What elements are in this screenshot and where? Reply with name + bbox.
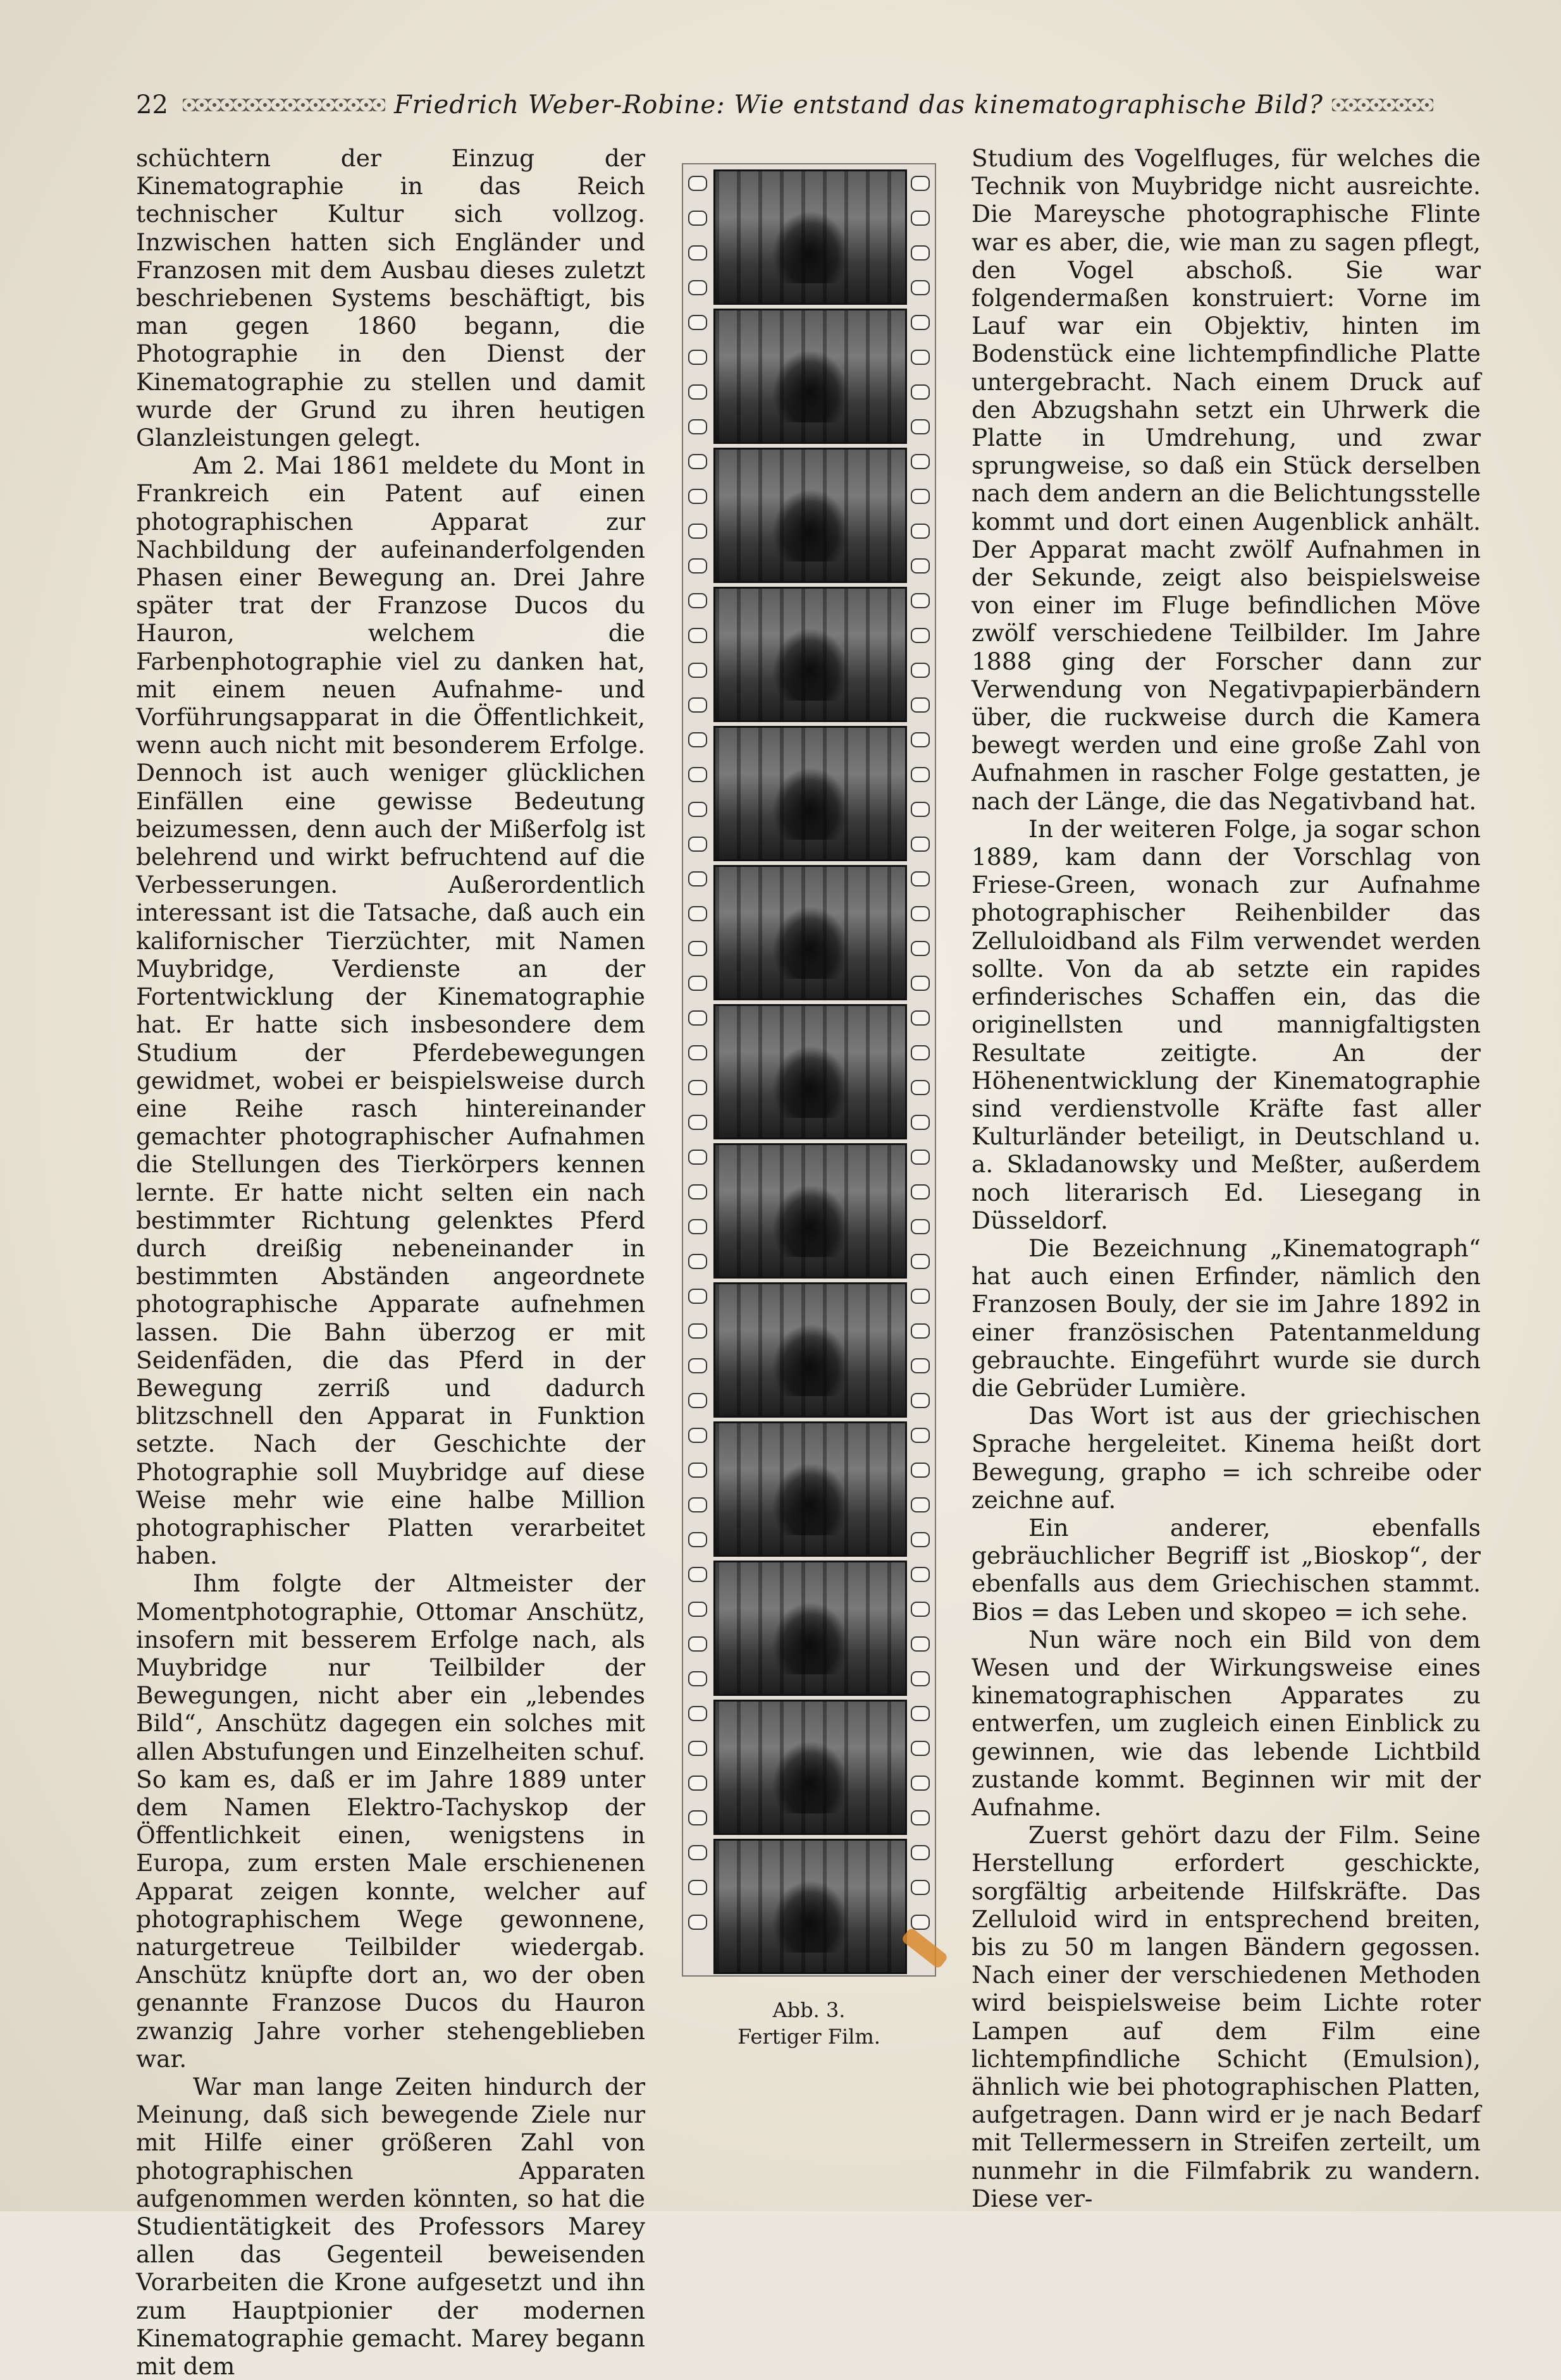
perforation-right	[911, 1428, 930, 1443]
perforation-left	[688, 524, 707, 539]
perforation-left	[688, 1915, 707, 1930]
perforation-right	[911, 663, 930, 678]
perforation-left	[688, 802, 707, 817]
perforation-right	[911, 1010, 930, 1026]
perforation-right	[911, 1150, 930, 1165]
perforation-right	[911, 1463, 930, 1478]
film-frame	[713, 865, 907, 1000]
perforation-left	[688, 1845, 707, 1860]
film-frame	[713, 309, 907, 444]
perforation-right	[911, 1532, 930, 1547]
perforation-right	[911, 767, 930, 782]
perforation-left	[688, 1358, 707, 1373]
perforation-right	[911, 1358, 930, 1373]
paragraph: Ein anderer, ebenfalls gebräuchlicher Begriff ist „Bioskop“, der ebenfalls aus dem Griechischen stammt. Bios = das Leben und skopeo = ich sehe.	[972, 1513, 1481, 1626]
perforation-left	[688, 1602, 707, 1617]
perforation-left	[688, 1323, 707, 1339]
perforation-left	[688, 1567, 707, 1582]
perforation-left	[688, 280, 707, 295]
film-strip-figure	[682, 163, 936, 1977]
header-title: Friedrich Weber-Robine: Wie entstand das kinematographische Bild?	[394, 90, 1323, 120]
perforation-left	[688, 1115, 707, 1130]
perforation-right	[911, 1810, 930, 1825]
perforation-left	[688, 1219, 707, 1234]
perforation-left	[688, 837, 707, 852]
perforation-right	[911, 1741, 930, 1756]
perforation-left	[688, 906, 707, 921]
film-frame	[713, 1561, 907, 1696]
perforation-left	[688, 245, 707, 261]
perforation-left	[688, 697, 707, 713]
perforation-right	[911, 1497, 930, 1512]
perforation-right	[911, 732, 930, 747]
perforation-left	[688, 1010, 707, 1026]
perforation-right	[911, 1254, 930, 1269]
perforation-left	[688, 384, 707, 400]
ornament-left-icon	[183, 99, 385, 111]
right-column	[972, 144, 1481, 2212]
paragraph: Studium des Vogelfluges, für welches die Technik von Muybridge nicht ausreichte. Die Mareysche photographische Flinte war es aber, die, wie man zu sagen pflegt, den Vogel abschoß. Sie war folgendermaßen konstruiert: Vorne im Lauf war ein Objektiv, hinten im Bodenstück eine lichtempfindliche Platte untergebracht. Nach einem Druck auf den Abzugshahn setzt ein Uhrwerk die Platte in Umdrehung, und zwar sprungweise, so daß ein Stück derselben nach dem andern an die Belichtungsstelle kommt und dort einen Augenblick anhält. Der Apparat macht zwölf Aufnahmen in der Sekunde, zeigt also beispielsweise von einer im Fluge befindlichen Möve zwölf verschiedene Teilbilder. Im Jahre 1888 ging der Forscher dann zur Verwendung von Negativpapierbändern über, die ruckweise durch die Kamera bewegt werden und eine große Zahl von Aufnahmen in rascher Folge gestatten, je nach der Länge, die das Negativband hat.	[972, 144, 1481, 815]
perforation-right	[911, 350, 930, 365]
perforation-left	[688, 732, 707, 747]
film-frame	[713, 1282, 907, 1418]
perforation-right	[911, 280, 930, 295]
perforation-left	[688, 1045, 707, 1060]
perforation-right	[911, 1567, 930, 1582]
perforation-right	[911, 1636, 930, 1652]
perforation-left	[688, 767, 707, 782]
perforation-left	[688, 941, 707, 956]
film-frame	[713, 448, 907, 583]
perforation-right	[911, 384, 930, 400]
perforation-left	[688, 176, 707, 191]
perforation-right	[911, 1706, 930, 1721]
perforation-right	[911, 1323, 930, 1339]
perforation-right	[911, 245, 930, 261]
perforation-right	[911, 1219, 930, 1234]
perforation-right	[911, 871, 930, 886]
perforation-right	[911, 1080, 930, 1095]
perforation-right	[911, 941, 930, 956]
perforation-right	[911, 1115, 930, 1130]
paragraph: Zuerst gehört dazu der Film. Seine Herstellung erfordert geschickte, sorgfältig arbeitende Hilfskräfte. Das Zelluloid wird in entsprechend breiten, bis zu 50 m langen Bändern gegossen. Nach einer der verschiedenen Methoden wird beispielsweise beim Lichte roter Lampen auf dem Film eine lichtempfindliche Schicht (Emulsion), ähnlich wie bei photographischen Platten, aufgetragen. Dann wird er je nach Bedarf mit Tellermessern in Streifen zerteilt, um nunmehr in die Filmfabrik zu wandern. Diese ver-	[972, 1821, 1481, 2212]
paragraph: Das Wort ist aus der griechischen Sprache hergeleitet. Kinema heißt dort Bewegung, grapho = ich schreibe oder zeichne auf.	[972, 1402, 1481, 1514]
figure-caption	[682, 1997, 936, 2050]
perforation-left	[688, 871, 707, 886]
paragraph: Die Bezeichnung „Kinematograph“ hat auch einen Erfinder, nämlich den Franzosen Bouly, der sie im Jahre 1892 in einer französischen Patentanmeldung gebrauchte. Eingeführt wurde sie durch die Gebrüder Lumière.	[972, 1234, 1481, 1402]
perforation-left	[688, 1497, 707, 1512]
perforation-left	[688, 211, 707, 226]
perforation-right	[911, 1845, 930, 1860]
perforation-right	[911, 1602, 930, 1617]
paragraph: schüchtern der Einzug der Kinematographie in das Reich technischer Kultur sich vollzog. Inzwischen hatten sich Engländer und Franzosen mit dem Ausbau dieses zuletzt beschriebenen Systems beschäftigt, bis man gegen 1860 begann, die Photographie in den Dienst der Kinematographie zu stellen und damit wurde der Grund zu ihren heutigen Glanzleistungen gelegt.	[136, 144, 645, 452]
perforation-right	[911, 1671, 930, 1686]
perforation-right	[911, 628, 930, 643]
perforation-left	[688, 1254, 707, 1269]
paragraph: Nun wäre noch ein Bild von dem Wesen und der Wirkungsweise eines kinematographischen Apparates zu entwerfen, um zugleich einen Einblick zu gewinnen, wie das lebende Lichtbild zustande kommt. Beginnen wir mit der Aufnahme.	[972, 1625, 1481, 1821]
perforation-left	[688, 489, 707, 504]
perforation-right	[911, 176, 930, 191]
perforation-right	[911, 419, 930, 434]
perforation-left	[688, 1289, 707, 1304]
figure-caption-text: Fertiger Film.	[737, 2025, 880, 2049]
paragraph: War man lange Zeiten hindurch der Meinung, daß sich bewegende Ziele nur mit Hilfe einer größeren Zahl von photographischen Apparaten aufgenommen werden könnten, so hat die Studientätigkeit des Professors Marey allen das Gegenteil beweisenden Vorarbeiten die Krone aufgesetzt und ihn zum Hauptpionier der modernen Kinematographie gemacht. Marey begann mit dem	[136, 2073, 645, 2380]
perforation-right	[911, 697, 930, 713]
perforation-left	[688, 1671, 707, 1686]
perforation-right	[911, 524, 930, 539]
film-frame	[713, 1700, 907, 1835]
page-number: 22	[136, 90, 168, 120]
perforation-right	[911, 976, 930, 991]
film-frame	[713, 726, 907, 861]
ornament-right-icon	[1332, 99, 1433, 111]
perforation-right	[911, 837, 930, 852]
perforation-right	[911, 315, 930, 330]
perforation-right	[911, 558, 930, 574]
figure-number: Abb. 3.	[772, 1998, 846, 2022]
film-frame	[713, 1143, 907, 1279]
perforation-left	[688, 350, 707, 365]
perforation-right	[911, 211, 930, 226]
film-frame	[713, 1421, 907, 1557]
running-header	[136, 87, 1480, 123]
perforation-left	[688, 558, 707, 574]
perforation-right	[911, 1880, 930, 1895]
film-frame	[713, 1839, 907, 1974]
perforation-left	[688, 1741, 707, 1756]
paragraph: Am 2. Mai 1861 meldete du Mont in Frankreich ein Patent auf einen photographischen Apparat zur Nachbildung der aufeinanderfolgenden Phasen einer Bewegung an. Drei Jahre später trat der Franzose Ducos du Hauron, welchem die Farbenphotographie viel zu danken hat, mit einem neuen Aufnahme- und Vorführungsapparat in die Öffentlichkeit, wenn auch nicht mit besonderem Erfolge. Dennoch ist auch weniger glücklichen Einfällen eine gewisse Bedeutung beizumessen, denn auch der Mißerfolg ist belehrend und wirkt befruchtend auf die Verbesserungen. Außerordentlich interessant ist die Tatsache, daß auch ein kalifornischer Tierzüchter, mit Namen Muybridge, Verdienste an der Fortentwicklung der Kinematographie hat. Er hatte sich insbesondere dem Studium der Pferdebewegungen gewidmet, wobei er beispielsweise durch eine Reihe rasch hintereinander gemachter photographischer Aufnahmen die Stellungen des Tierkörpers kennen lernte. Er hatte nicht selten ein nach bestimmter Richtung gelenktes Pferd durch dreißig nebeneinander in bestimmten Abständen angeordnete photographische Apparate aufnehmen lassen. Die Bahn überzog er mit Seidenfäden, die das Pferd in der Bewegung zerriß und dadurch blitzschnell den Apparat in Funktion setzte. Nach der Geschichte der Photographie soll Muybridge auf diese Weise mehr wie eine halbe Million photographischer Platten verarbeitet haben.	[136, 451, 645, 1570]
perforation-left	[688, 628, 707, 643]
perforation-left	[688, 1532, 707, 1547]
perforation-left	[688, 1393, 707, 1408]
perforation-left	[688, 315, 707, 330]
paragraph: Ihm folgte der Altmeister der Momentphotographie, Ottomar Anschütz, insofern mit besserem Erfolge nach, als Muybridge nur Teilbilder der Bewegungen, nicht aber ein „lebendes Bild“, Anschütz dagegen ein solches mit allen Abstufungen und Einzelheiten schuf. So kam es, daß er im Jahre 1889 unter dem Namen Elektro-Tachyskop der Öffentlichkeit einen, wenigstens in Europa, zum ersten Male erschienenen Apparat zeigen konnte, welcher auf photographischem Wege gewonnene, naturgetreue Teilbilder wiedergab. Anschütz knüpfte dort an, wo der oben genannte Franzose Ducos du Hauron zwanzig Jahre vorher stehengeblieben war.	[136, 1569, 645, 2073]
perforation-left	[688, 1706, 707, 1721]
perforation-left	[688, 1428, 707, 1443]
perforation-left	[688, 593, 707, 608]
film-frame	[713, 169, 907, 305]
perforation-left	[688, 419, 707, 434]
perforation-right	[911, 489, 930, 504]
perforation-right	[911, 1393, 930, 1408]
perforation-left	[688, 976, 707, 991]
perforation-left	[688, 1080, 707, 1095]
perforation-left	[688, 1463, 707, 1478]
perforation-right	[911, 906, 930, 921]
left-column	[136, 144, 645, 2380]
film-frame	[713, 587, 907, 722]
perforation-left	[688, 663, 707, 678]
perforation-right	[911, 1045, 930, 1060]
perforation-right	[911, 1184, 930, 1199]
perforation-left	[688, 1184, 707, 1199]
perforation-right	[911, 593, 930, 608]
perforation-right	[911, 454, 930, 469]
perforation-left	[688, 1880, 707, 1895]
perforation-right	[911, 802, 930, 817]
perforation-left	[688, 1810, 707, 1825]
perforation-left	[688, 1776, 707, 1791]
perforation-left	[688, 1636, 707, 1652]
film-frame	[713, 1004, 907, 1139]
perforation-left	[688, 1150, 707, 1165]
perforation-right	[911, 1289, 930, 1304]
perforation-right	[911, 1915, 930, 1930]
perforation-right	[911, 1776, 930, 1791]
perforation-left	[688, 454, 707, 469]
paragraph: In der weiteren Folge, ja sogar schon 1889, kam dann der Vorschlag von Friese-Green, wonach zur Aufnahme photographischer Reihenbilder das Zelluloidband als Film verwendet werden sollte. Von da ab setzte ein rapides erfinderisches Schaffen ein, das die originellsten und mannigfaltigsten Resultate zeitigte. An der Höhenentwicklung der Kinematographie sind verdienstvolle Kräfte fast aller Kulturländer beteiligt, in Deutschland u. a. Skladanowsky und Meßter, außerdem noch literarisch Ed. Liesegang in Düsseldorf.	[972, 814, 1481, 1234]
